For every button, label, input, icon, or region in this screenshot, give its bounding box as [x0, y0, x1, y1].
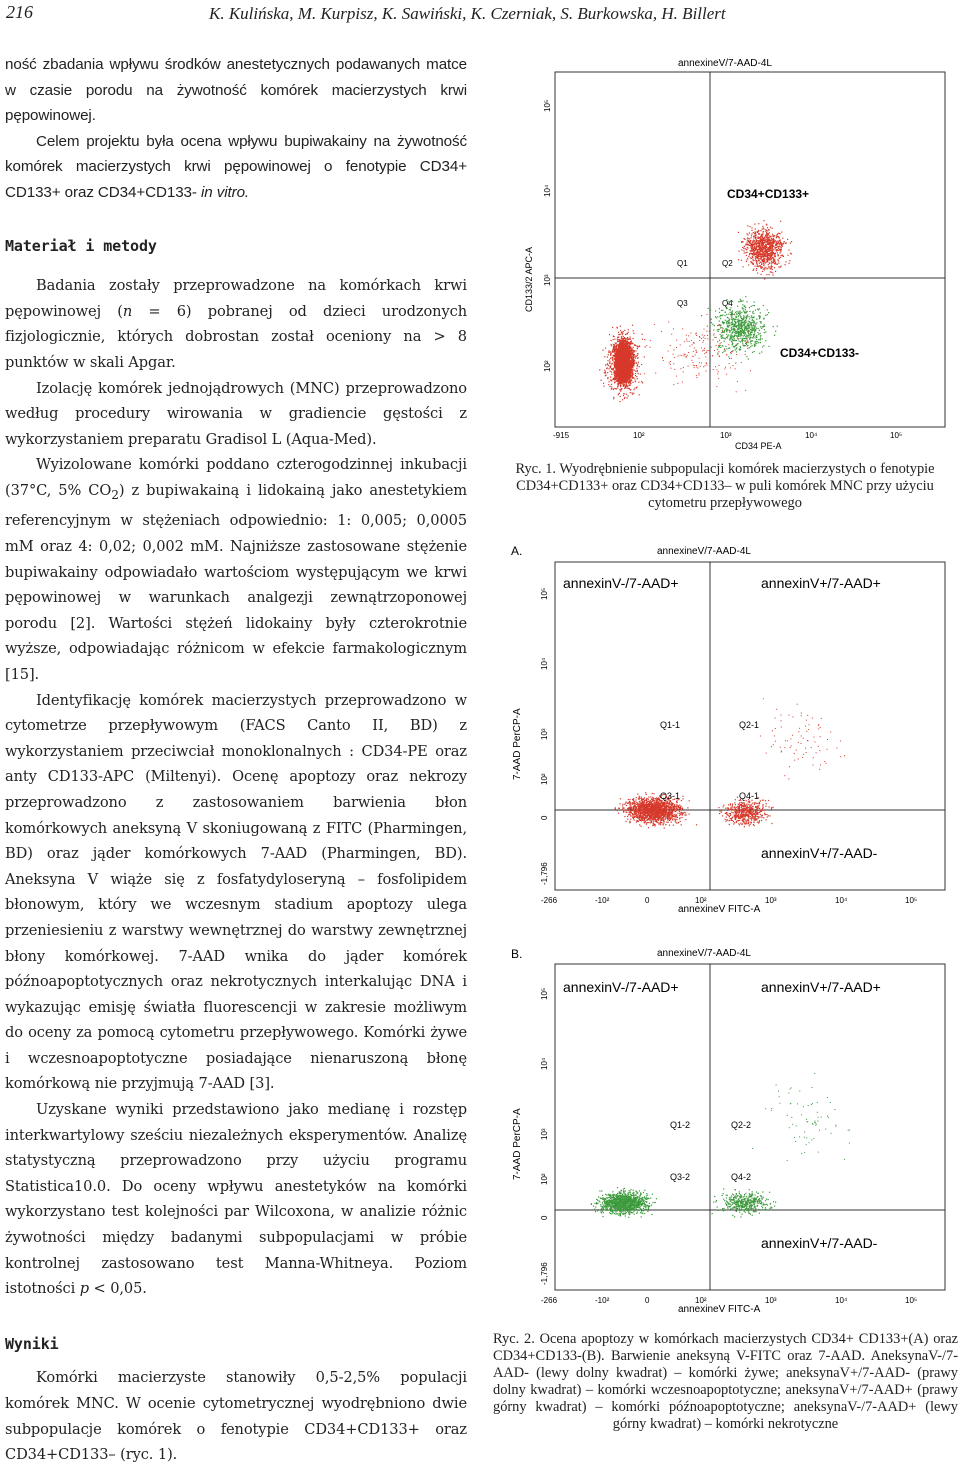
m-p5p: p	[80, 1280, 89, 1297]
intro-paragraph-2	[5, 129, 467, 206]
left-column	[5, 52, 467, 1468]
intro-p2-text: Celem projektu była ocena wpływu bupiwakainy na żywotność komórek macierzystych krwi pępowinowej o fenotypie CD34+ CD133+ oraz CD34+CD133-	[5, 133, 467, 201]
fig2a-xtick-2: 0	[645, 896, 650, 905]
fig2a-panel-letter: A.	[511, 544, 522, 558]
fig2b-xtick-4: 10³	[765, 1296, 777, 1305]
fig2a-xtick-1: -10²	[595, 896, 610, 905]
fig1-xtick-2: 10³	[720, 431, 732, 440]
fig2b-ylabel: 7-AAD PerCP-A	[512, 1108, 523, 1180]
m-p3b: ) z bupiwakainą i lidokainą jako anestetykiem referencyjnym w stężeniach odpowiednio: 1: 0,005; 0,0005 mM oraz 4: 0,02; 0,002 mM. Najniższe zastosowane stężenie bupiwakainy odpowiadało wartościom występującym we krwi pępowinowej w warunkach analgezji zewnątrzoponowej porodu [2]. Wartości stężeń lidokainy były czterokrotnie wyższe, odpowiadając różnicom w efekcie farmakologicznym [15].	[5, 482, 467, 683]
running-authors: K. Kulińska, M. Kurpisz, K. Sawiński, K. Czerniak, S. Burkowska, H. Billert	[209, 4, 726, 24]
fig2b-ytick-5: -1,796	[540, 1262, 549, 1285]
fig2b-label-tl: annexinV-/7-AAD+	[563, 979, 679, 995]
fig2a-xtick-4: 10³	[765, 896, 777, 905]
m-p3sub: 2	[111, 488, 119, 502]
fig2b-xtick-6: 10⁵	[905, 1296, 917, 1305]
methods-paragraph-2: Izolację komórek jednojądrowych (MNC) przeprowadzono według procedury wirowania w gradiencie gęstości z wykorzystaniem preparatu Gradisol L (Aqua-Med).	[5, 376, 467, 453]
figure-2b	[505, 940, 955, 1318]
results-heading: Wyniki	[5, 1332, 467, 1358]
fig1-xtick-1: 10²	[633, 431, 645, 440]
fig2a-q1: Q1-1	[660, 720, 680, 730]
fig2a-xtick-6: 10⁵	[905, 896, 917, 905]
fig1-ytick-1: 10⁴	[543, 184, 552, 197]
fig2b-xtick-0: -266	[541, 1296, 558, 1305]
page-number: 216	[6, 2, 33, 23]
fig1-ytick-2: 10³	[543, 274, 552, 286]
fig2b-label-br: annexinV+/7-AAD-	[761, 1235, 878, 1251]
figure-2a	[505, 540, 955, 918]
fig2b-xtick-2: 0	[645, 1296, 650, 1305]
m-p1a: Badania zostały przeprowadzone na komórkach krwi pępowinowej (	[5, 277, 467, 320]
m-p3a: Wyizolowane komórki poddano czterogodzinnej inkubacji (37°C, 5% CO	[5, 456, 467, 499]
figure-2a-plot	[505, 540, 955, 918]
fig2a-ytick-2: 10³	[540, 728, 549, 740]
figure-1-plot	[505, 52, 955, 457]
fig2b-xtick-5: 10⁴	[835, 1296, 848, 1305]
fig2a-xtick-3: 10²	[695, 896, 707, 905]
fig1-q2: Q2	[722, 259, 733, 268]
results-paragraph-1: Komórki macierzyste stanowiły 0,5-2,5% populacji komórek MNC. W ocenie cytometrycznej wyodrębniono dwie subpopulacje komórek o fenotypie CD34+CD133+ oraz CD34+CD133– (ryc. 1).	[5, 1365, 467, 1467]
fig2a-label-tr: annexinV+/7-AAD+	[761, 575, 881, 591]
fig2b-label-tr: annexinV+/7-AAD+	[761, 979, 881, 995]
figure-2b-plot	[505, 940, 955, 1318]
fig1-xtick-0: -915	[553, 431, 570, 440]
fig2b-xtick-3: 10²	[695, 1296, 707, 1305]
methods-heading: Materiał i metody	[5, 234, 467, 260]
fig1-ytick-0: 10⁵	[543, 100, 552, 112]
fig2a-ytick-3: 10²	[540, 773, 549, 785]
fig2a-title: annexineV/7-AAD-4L	[657, 546, 751, 557]
fig2b-xtick-1: -10²	[595, 1296, 610, 1305]
fig2a-label-br: annexinV+/7-AAD-	[761, 845, 878, 861]
methods-paragraph-5	[5, 1097, 467, 1302]
fig2b-panel-letter: B.	[511, 947, 522, 961]
fig2a-xtick-5: 10⁴	[835, 896, 848, 905]
fig1-q3: Q3	[677, 299, 688, 308]
m-p5b: < 0,05.	[89, 1280, 147, 1297]
fig2a-ytick-1: 10⁴	[540, 657, 549, 670]
fig2b-ytick-1: 10⁴	[540, 1057, 549, 1070]
fig1-ylabel: CD133/2 APC-A	[524, 247, 534, 312]
fig1-q1: Q1	[677, 259, 688, 268]
fig1-label-cd34-cd133-pos: CD34+CD133+	[727, 187, 809, 201]
fig1-dots	[599, 220, 792, 402]
m-p1b: = 6) pobranej od dzieci urodzonych fizjologicznie, których dobrostan został oceniony na > 8 punktów w skali Apgar.	[5, 303, 467, 371]
fig2b-ytick-4: 0	[540, 1215, 549, 1220]
fig1-frame	[555, 72, 945, 427]
fig2a-dots	[615, 698, 846, 828]
fig2a-label-tl: annexinV-/7-AAD+	[563, 575, 679, 591]
intro-block	[5, 52, 467, 206]
fig2a-q2: Q2-1	[739, 720, 759, 730]
fig2a-xlabel: annexineV FITC-A	[678, 904, 761, 915]
methods-paragraph-3	[5, 452, 467, 687]
fig2b-ytick-0: 10⁵	[540, 988, 549, 1000]
figure-1	[505, 52, 955, 457]
fig2b-ytick-3: 10²	[540, 1173, 549, 1185]
fig1-q4: Q4	[722, 299, 733, 308]
methods-paragraph-1	[5, 273, 467, 375]
fig1-label-cd34-cd133-neg: CD34+CD133-	[780, 346, 859, 360]
fig2a-q3: Q3-1	[660, 791, 680, 801]
fig2b-title: annexineV/7-AAD-4L	[657, 948, 751, 959]
figure-1-caption: Ryc. 1. Wyodrębnienie subpopulacji komórek macierzystych o fenotypie CD34+CD133+ oraz CD34+CD133– w puli komórek MNC przy użyciu cytometru przepływowego	[492, 461, 958, 512]
fig2b-q4: Q4-2	[731, 1172, 751, 1182]
m-p1n: n	[123, 303, 132, 320]
fig2a-ytick-4: 0	[540, 815, 549, 820]
methods-paragraph-4: Identyfikację komórek macierzystych przeprowadzono w cytometrze przepływowym (FACS Canto II, BD) z wykorzystaniem przeciwciał monoklonalnych : CD34-PE oraz anty CD133-APC (Miltenyi). Ocenę apoptozy oraz nekrozy przeprowadzono z zastosowaniem barwienia błon komórkowych aneksyną V skoniugowaną z FITC (Pharmingen, BD) oraz jąder komórkowych 7-AAD (Pharmingen, BD). Aneksyna V wiąże się z fosfatydyloseryną – fosfolipidem błonowym, który we wczesnym stadium apoptozy ulega przeniesieniu z warstwy wewnętrznej do warstwy zewnętrznej błony komórkowej. 7-AAD wnika do jąder komórek późnoapoptotycznych oraz nekrotycznych interkalując DNA i wykazując emisję światła fluorescencji w zakresie możliwym do oceny za pomocą cytometru przepływowego. Komórki żywe i wczesnoapoptotyczne posiadające nienaruszoną błonę komórkową nie przyjmują 7-AAD [3].	[5, 688, 467, 1098]
fig2b-q3: Q3-2	[670, 1172, 690, 1182]
fig2b-q1: Q1-2	[670, 1120, 690, 1130]
fig2b-xlabel: annexineV FITC-A	[678, 1304, 761, 1315]
fig2a-ylabel: 7-AAD PerCP-A	[512, 708, 523, 780]
fig2b-ytick-2: 10³	[540, 1128, 549, 1140]
fig1-xtick-4: 10⁵	[890, 431, 902, 440]
fig2b-q2: Q2-2	[731, 1120, 751, 1130]
running-header	[0, 0, 960, 30]
fig2a-q4: Q4-1	[739, 791, 759, 801]
fig1-xlabel: CD34 PE-A	[735, 441, 782, 451]
fig2a-xtick-0: -266	[541, 896, 558, 905]
intro-p2-italic: in vitro.	[201, 184, 249, 201]
fig1-title: annexineV/7-AAD-4L	[678, 58, 772, 69]
fig2b-dots	[591, 1073, 850, 1218]
intro-paragraph-1: ność zbadania wpływu środków anestetycznych podawanych matce w czasie porodu na żywotność komórek macierzystych krwi pępowinowej.	[5, 52, 467, 129]
fig2a-ytick-0: 10⁵	[540, 588, 549, 600]
m-p5a: Uzyskane wyniki przedstawiono jako medianę i rozstęp interkwartylowy sześciu niezależnych eksperymentów. Analizę statystyczną przeprowadzono przy użyciu programu Statistica10.0. Do oceny wpływu anestetyków na komórki wykorzystano test kolejności par Wilcoxona, w analizie różnic żywotności między badanymi subpopulacjami w próbie kontrolnej zastosowano test Manna-Whitneya. Poziom istotności	[5, 1101, 467, 1297]
fig1-xtick-3: 10⁴	[805, 431, 818, 440]
fig1-ytick-3: 10²	[543, 360, 552, 372]
fig2a-ytick-5: -1,796	[540, 862, 549, 885]
figure-2-caption: Ryc. 2. Ocena apoptozy w komórkach macierzystych CD34+ CD133+(A) oraz CD34+CD133-(B). Barwienie aneksyną V-FITC oraz 7-AAD. AneksynaV-/7-AAD- (lewy dolny kwadrat) – komórki żywe; aneksynaV+/7-AAD- (prawy dolny kwadrat) – komórki wczesnoapoptotyczne; aneksynaV+/7-AAD+ (prawy górny kwadrat) – komórki późnoapoptotyczne; aneksynaV-/7-AAD+ (lewy górny kwadrat) – komórki nekrotyczne	[493, 1331, 958, 1433]
